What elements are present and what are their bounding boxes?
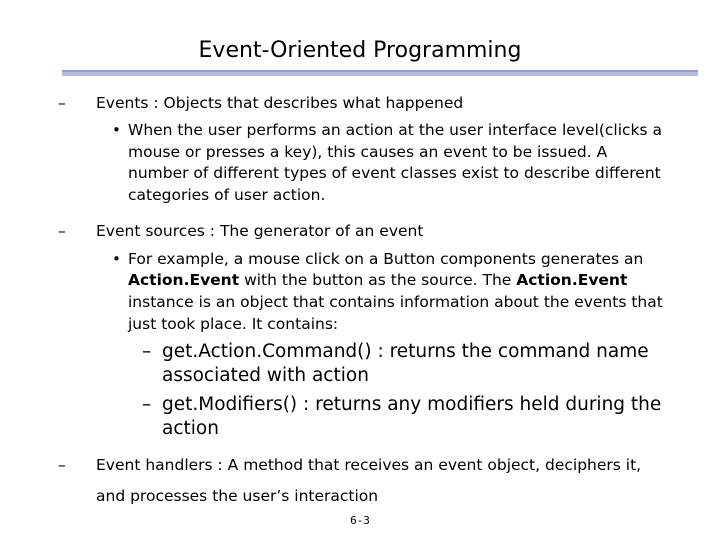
events-detail-line: number of different types of event classes exist to describe different: [128, 164, 661, 182]
bold-term: Action.Event: [128, 271, 240, 289]
bullet-marker: •: [112, 121, 121, 139]
line-text: with the button as the source. The: [239, 271, 517, 289]
dash-marker: –: [142, 341, 152, 362]
event-sources-line: instance is an object that contains information about the events that: [128, 293, 663, 311]
events-detail-line: categories of user action.: [128, 186, 326, 204]
event-sources-line: [128, 269, 627, 291]
dash-marker: –: [58, 456, 66, 474]
title-divider: [62, 70, 698, 76]
events-detail-line: When the user performs an action at the user interface level(clicks a: [128, 121, 663, 139]
event-sources-line: For example, a mouse click on a Button components generates an: [128, 250, 644, 268]
event-handlers-line: Event handlers : A method that receives an event object, deciphers it,: [96, 456, 642, 474]
event-sources-heading: Event sources : The generator of an event: [96, 222, 424, 240]
event-handlers-line: and processes the user’s interaction: [96, 487, 379, 505]
dash-marker: –: [142, 394, 152, 415]
page-number: 6-3: [350, 514, 370, 527]
method-line: get.Modifiers() : returns any modifiers held during the: [162, 394, 662, 415]
dash-marker: –: [58, 94, 66, 112]
bold-term: Action.Event: [516, 271, 628, 289]
bullet-marker: •: [112, 250, 121, 268]
event-sources-line: just took place. It contains:: [128, 315, 339, 333]
method-line: action: [162, 418, 219, 439]
events-detail-line: mouse or presses a key), this causes an event to be issued. A: [128, 143, 608, 161]
method-line: associated with action: [162, 365, 369, 386]
events-heading: Events : Objects that describes what happened: [96, 94, 464, 112]
dash-marker: –: [58, 222, 66, 240]
slide-title: Event-Oriented Programming: [198, 38, 522, 63]
method-line: get.Action.Command() : returns the command name: [162, 341, 649, 362]
